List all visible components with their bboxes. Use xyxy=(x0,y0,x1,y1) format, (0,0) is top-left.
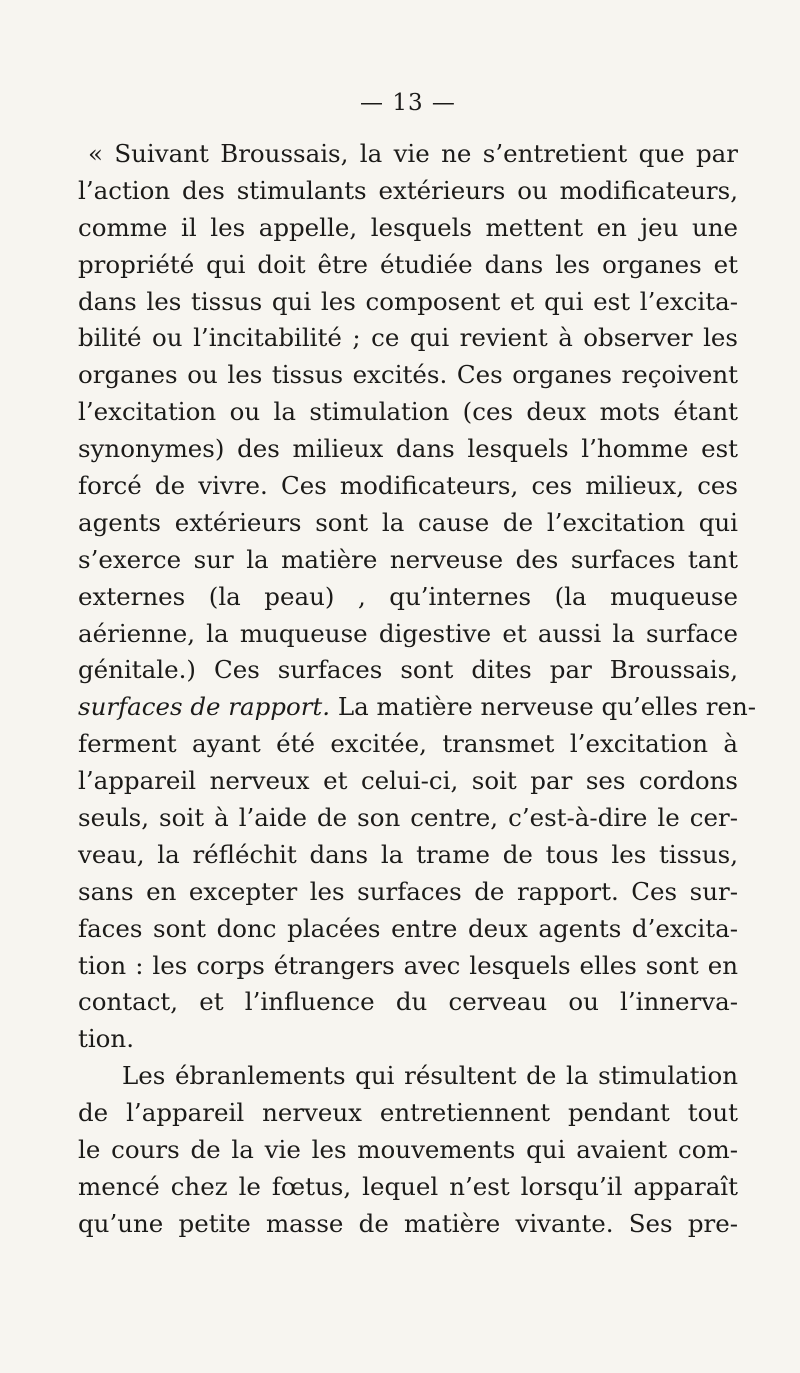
text-line: tion : les corps étrangers avec lesquels elles sont en xyxy=(78,950,738,980)
text-line: forcé de vivre. Ces modificateurs, ces milieux, ces xyxy=(78,471,738,501)
text-line: aérienne, la muqueuse digestive et aussi la surface xyxy=(78,618,738,648)
text-line: l’excitation ou la stimulation (ces deux mots étant xyxy=(78,397,738,427)
text-line: l’action des stimulants extérieurs ou modificateurs, xyxy=(78,175,738,205)
text-line-rest: La matière nerveuse qu’elles ren- xyxy=(330,692,757,722)
page-number: — 13 — xyxy=(360,90,456,116)
text-line: l’appareil nerveux et celui-ci, soit par ses cordons xyxy=(78,766,738,796)
text-line: dans les tissus qui les composent et qui est l’excita- xyxy=(78,286,738,316)
text-line: mencé chez le fœtus, lequel n’est lorsqu’il apparaît xyxy=(78,1171,738,1201)
text-line: veau, la réfléchit dans la trame de tous les tissus, xyxy=(78,839,738,869)
text-line: bilité ou l’incitabilité ; ce qui revient à observer les xyxy=(78,323,738,353)
text-line: génitale.) Ces surfaces sont dites par Broussais, xyxy=(78,655,738,685)
text-line: contact, et l’influence du cerveau ou l’innerva- xyxy=(78,987,738,1017)
text-line: qu’une petite masse de matière vivante. Ses pre- xyxy=(78,1208,738,1238)
text-line: faces sont donc placées entre deux agents d’excita- xyxy=(78,913,738,943)
text-line: Les ébranlements qui résultent de la stimulation xyxy=(122,1061,738,1091)
text-line: seuls, soit à l’aide de son centre, c’est-à-dire le cer- xyxy=(78,803,738,833)
italic-term: surfaces de rapport. xyxy=(78,692,331,722)
text-line: ferment ayant été excitée, transmet l’excitation à xyxy=(78,729,738,759)
text-line: comme il les appelle, lesquels mettent en jeu une xyxy=(78,212,738,242)
text-line-mixed xyxy=(78,689,757,726)
text-line: le cours de la vie les mouvements qui avaient com- xyxy=(78,1135,738,1165)
text-line: de l’appareil nerveux entretiennent pendant tout xyxy=(78,1098,738,1128)
text-line: « Suivant Broussais, la vie ne s’entretient que par xyxy=(88,139,738,168)
text-line: externes (la peau) , qu’internes (la muqueuse xyxy=(78,581,738,611)
text-line: organes ou les tissus excités. Ces organes reçoivent xyxy=(78,360,738,390)
text-line: synonymes) des milieux dans lesquels l’homme est xyxy=(78,434,738,464)
text-line: sans en excepter les surfaces de rapport. Ces sur- xyxy=(78,876,738,906)
text-line: s’exerce sur la matière nerveuse des surfaces tant xyxy=(78,544,738,574)
document-page xyxy=(78,88,757,1243)
text-line: tion. xyxy=(78,1024,134,1054)
text-line: agents extérieurs sont la cause de l’excitation qui xyxy=(78,507,738,537)
body-text xyxy=(78,136,757,1243)
text-line: propriété qui doit être étudiée dans les organes et xyxy=(78,249,738,279)
